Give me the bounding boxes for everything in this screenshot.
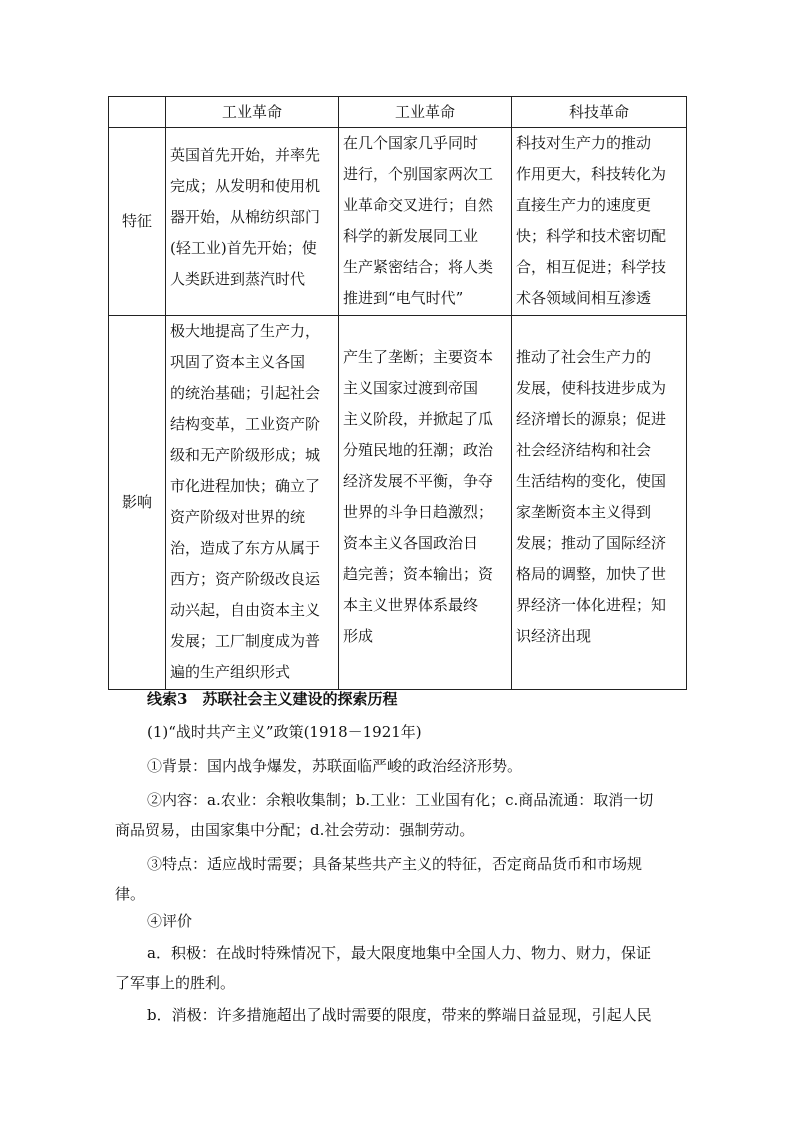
cell-line: 完成；从发明和使用机: [170, 177, 321, 195]
cell-line: 分殖民地的狂潮；政治: [343, 441, 494, 459]
features-cell-first: [166, 128, 339, 316]
row-label-features: 特征: [109, 128, 166, 316]
cell-line: 治，造成了东方从属于: [170, 539, 321, 557]
cell-line: 主义国家过渡到帝国: [343, 379, 479, 397]
cell-line: 发展；推动了国际经济: [516, 534, 667, 552]
impact-cell-tech: [512, 316, 687, 690]
cell-line: 动兴起，自由资本主义: [170, 601, 321, 619]
cell-line: 器开始，从棉纺织部门: [170, 208, 321, 226]
paragraph-features-line2: 律。: [115, 885, 146, 903]
cell-line: 遍的生产组织形式: [170, 663, 291, 681]
cell-line: 级和无产阶级形成；城: [170, 446, 321, 464]
cell-line: 在几个国家几乎同时: [343, 134, 479, 152]
cell-line: 结构变革，工业资产阶: [170, 415, 321, 433]
header-cell-tech-revolution: 科技革命: [512, 97, 687, 128]
cell-line: 生产紧密结合；将人类: [343, 258, 494, 276]
paragraph-content-line2: 商品贸易，由国家集中分配；d.社会劳动：强制劳动。: [115, 821, 475, 839]
paragraph-content-line1: ②内容：a.农业：余粮收集制；b.工业：工业国有化；c.商品流通：取消一切: [147, 791, 654, 809]
cell-line: 进行，个别国家两次工: [343, 165, 494, 183]
impact-cell-second: [339, 316, 512, 690]
paragraph-evaluation: ④评价: [147, 912, 193, 930]
cell-line: 市化进程加快；确立了: [170, 477, 321, 495]
paragraph-positive-line1: a．积极：在战时特殊情况下，最大限度地集中全国人力、物力、财力，保证: [147, 944, 651, 962]
header-cell-empty: [109, 97, 166, 128]
cell-line: 资本主义各国政治日: [343, 534, 479, 552]
cell-line: 业革命交叉进行；自然: [343, 196, 494, 214]
paragraph-features-line1: ③特点：适应战时需要；具备某些共产主义的特征，否定商品货币和市场规: [147, 855, 643, 873]
row-label-impact: 影响: [109, 316, 166, 690]
features-cell-second: [339, 128, 512, 316]
cell-line: 作用更大，科技转化为: [516, 165, 667, 183]
cell-line: 科技对生产力的推动: [516, 134, 652, 152]
cell-line: (轻工业)首先开始；使: [170, 239, 317, 257]
table-header-row: [109, 97, 687, 128]
cell-line: 趋完善；资本输出；资: [343, 565, 494, 583]
cell-line: 界经济一体化进程；知: [516, 596, 667, 614]
paragraph-positive-line2: 了军事上的胜利。: [115, 974, 236, 992]
cell-line: 社会经济结构和社会: [516, 441, 652, 459]
cell-line: 家垄断资本主义得到: [516, 503, 652, 521]
cell-line: 资产阶级对世界的统: [170, 508, 306, 526]
paragraph-negative: b．消极：许多措施超出了战时需要的限度，带来的弊端日益显现，引起人民: [147, 1006, 652, 1024]
cell-line: 识经济出现: [516, 627, 592, 645]
cell-line: 发展；工厂制度成为普: [170, 632, 321, 650]
section-heading: 线索3 苏联社会主义建设的探索历程: [147, 690, 398, 708]
cell-line: 英国首先开始，并率先: [170, 146, 321, 164]
cell-line: 经济增长的源泉；促进: [516, 410, 667, 428]
header-cell-industrial-revolution-1: 工业革命: [166, 97, 339, 128]
impact-cell-first: [166, 316, 339, 690]
paragraph-background: ①背景：国内战争爆发，苏联面临严峻的政治经济形势。: [147, 757, 523, 775]
cell-line: 本主义世界体系最终: [343, 596, 479, 614]
cell-line: 世界的斗争日趋激烈；: [343, 503, 494, 521]
cell-line: 巩固了资本主义各国: [170, 353, 306, 371]
cell-line: 科学的新发展同工业: [343, 227, 479, 245]
features-cell-tech: [512, 128, 687, 316]
cell-line: 推进到“电气时代”: [343, 289, 464, 307]
cell-line: 术各领域间相互渗透: [516, 289, 652, 307]
cell-line: 发展，使科技进步成为: [516, 379, 667, 397]
cell-line: 人类跃进到蒸汽时代: [170, 270, 306, 288]
cell-line: 格局的调整，加快了世: [516, 565, 667, 583]
cell-line: 快；科学和技术密切配: [516, 227, 667, 245]
cell-line: 生活结构的变化，使国: [516, 472, 667, 490]
cell-line: 主义阶段，并掀起了瓜: [343, 410, 494, 428]
table-row-features: [109, 128, 687, 316]
cell-line: 直接生产力的速度更: [516, 196, 652, 214]
comparison-table: [108, 96, 687, 690]
cell-line: 极大地提高了生产力，: [170, 322, 321, 340]
cell-line: 产生了垄断；主要资本: [343, 348, 494, 366]
cell-line: 形成: [343, 627, 374, 645]
cell-line: 经济发展不平衡，争夺: [343, 472, 494, 490]
cell-line: 推动了社会生产力的: [516, 348, 652, 366]
cell-line: 的统治基础；引起社会: [170, 384, 321, 402]
paragraph-war-communism-title: (1)“战时共产主义”政策(1918－1921年): [147, 723, 422, 741]
header-cell-industrial-revolution-2: 工业革命: [339, 97, 512, 128]
cell-line: 合，相互促进；科学技: [516, 258, 667, 276]
table-row-impact: [109, 316, 687, 690]
cell-line: 西方；资产阶级改良运: [170, 570, 321, 588]
